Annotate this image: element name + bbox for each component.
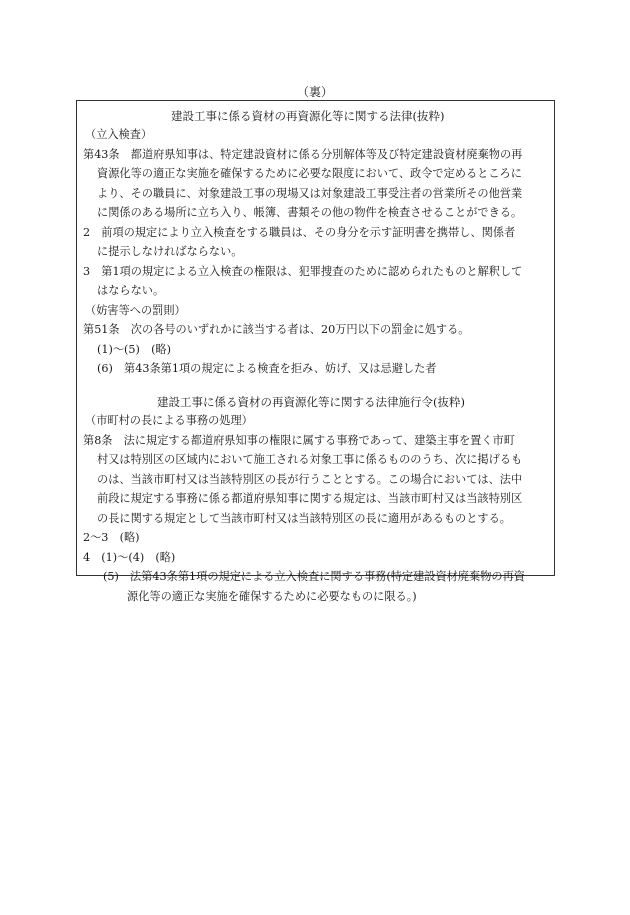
law-line: (6) 第43条第1項の規定による検査を拒み、妨げ、又は忌避した者 [97,362,437,375]
order-line: 村又は特別区の区域内において施工される対象工事に係るもののうち、次に掲げるも [97,453,523,466]
law-line: に関係のある場所に立ち入り、帳簿、書類その他の物件を検査させることができる。 [97,206,523,219]
order-line: 4 (1)～(4) (略) [83,551,176,564]
order-line: のは、当該市町村又は当該特別区の長が行うこととする。この場合においては、法中 [97,473,523,486]
order-line: （市町村の長による事務の処理） [85,414,253,427]
law-line: はならない。 [97,284,165,297]
law-line: 資源化等の適正な実施を確保するために必要な限度において、政令で定めるところに [97,167,522,180]
law-line: 第51条 次の各号のいずれかに該当する者は、20万円以下の罰金に処する。 [83,323,470,336]
law-line: 第43条 都道府県知事は、特定建設資材に係る分別解体等及び特定建設資材廃棄物の再 [83,148,523,161]
law-line: より、その職員に、対象建設工事の現場又は対象建設工事受注者の営業所その他営業 [97,187,523,200]
law-title: 建設工事に係る資材の再資源化等に関する法律(抜粋) [171,109,445,123]
order-line: (5) 法第43条第1項の規定による立入検査に関する事務(特定建設資材廃棄物の再資 [103,570,525,583]
order-line: 源化等の適正な実施を確保するために必要なものに限る。) [127,590,417,603]
law-line: に提示しなければならない。 [97,245,243,258]
order-line: 前段に規定する事務に係る都道府県知事に関する規定は、当該市町村又は当該特別区 [97,492,523,505]
page-heading: （裏） [296,85,333,99]
document-box [76,100,555,603]
law-line: （立入検査） [85,128,153,141]
law-line: （妨害等への罰則） [85,304,186,317]
order-title: 建設工事に係る資材の再資源化等に関する法律施行令(抜粋) [157,395,465,409]
law-line: (1)～(5) (略) [97,343,171,356]
order-line: の長に関する規定として当該市町村又は当該特別区の長に適用があるものとする。 [97,512,511,525]
order-line: 第8条 法に規定する都道府県知事の権限に属する事務であって、建築主事を置く市町 [83,434,515,447]
law-line: 3 第1項の規定による立入検査の権限は、犯罪捜査のために認められたものと解釈して [83,265,523,278]
order-line: 2～3 (略) [83,531,140,544]
law-line: 2 前項の規定により立入検査をする職員は、その身分を示す証明書を携帯し、関係者 [83,226,516,239]
